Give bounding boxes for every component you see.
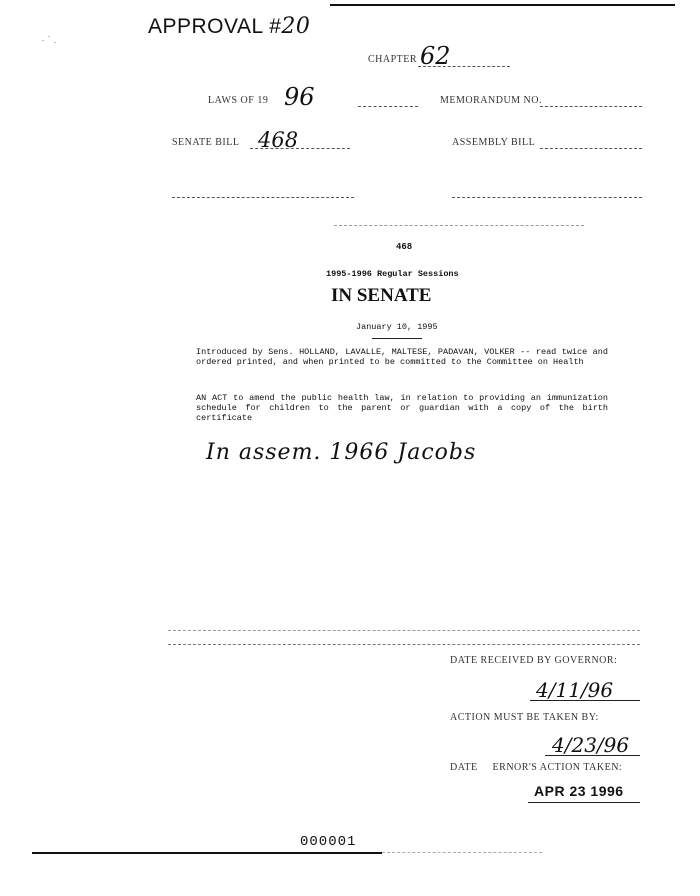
- approval-number: 20: [281, 14, 311, 39]
- chapter-value: 62: [420, 42, 451, 70]
- introduced-paragraph: Introduced by Sens. HOLLAND, LAVALLE, MALTESE, PADAVAN, VOLKER -- read twice and ordered printed, and when printed to be committed to the Committee on Health: [196, 347, 608, 367]
- senate-bill-label: SENATE BILL: [172, 137, 240, 148]
- action-taken-line: [528, 802, 640, 803]
- laws-label: LAWS OF 19: [208, 95, 269, 106]
- top-rule: [330, 4, 675, 6]
- chamber-title: IN SENATE: [331, 285, 432, 306]
- bill-date: January 10, 1995: [356, 322, 438, 332]
- chapter-label: CHAPTER: [368, 54, 418, 65]
- action-taken-stamp: APR 23 1996: [534, 783, 624, 799]
- assembly-bill-line: [540, 148, 642, 149]
- assembly-bill-label: ASSEMBLY BILL: [452, 137, 536, 148]
- blank-line-right: [452, 197, 642, 198]
- action-taken-label: DATE ERNOR'S ACTION TAKEN:: [450, 762, 623, 773]
- action-by-line: [545, 755, 640, 756]
- laws-line: [358, 106, 418, 107]
- approval-header: [148, 14, 310, 39]
- blank-line-left: [172, 197, 354, 198]
- lower-rule-2: [168, 644, 640, 645]
- chapter-line: [418, 66, 510, 67]
- bottom-rule-faint: [382, 852, 542, 853]
- bill-number: 468: [396, 242, 413, 252]
- action-by-value: 4/23/96: [552, 733, 630, 757]
- senate-bill-line: [250, 148, 350, 149]
- received-label: DATE RECEIVED BY GOVERNOR:: [450, 655, 618, 666]
- act-paragraph: AN ACT to amend the public health law, in relation to providing an immunization schedule for children to the parent or guardian with a copy of the birth certificate: [196, 393, 608, 423]
- memorandum-label: MEMORANDUM NO.: [440, 95, 543, 106]
- scan-speck: [48, 36, 50, 37]
- action-by-label: ACTION MUST BE TAKEN BY:: [450, 712, 599, 723]
- bottom-rule: [32, 852, 382, 854]
- page-number: 000001: [300, 834, 357, 850]
- laws-year: 96: [284, 83, 315, 111]
- session-text: 1995-1996 Regular Sessions: [326, 269, 459, 279]
- received-line: [530, 700, 640, 701]
- handwritten-note: In assem. 1966 Jacobs: [206, 440, 477, 465]
- lower-rule-1: [168, 630, 640, 631]
- approval-label: APPROVAL #: [148, 15, 282, 38]
- date-rule: [372, 338, 422, 339]
- scan-speck: [54, 42, 56, 43]
- scan-speck: [42, 40, 44, 41]
- received-value: 4/11/96: [536, 678, 614, 702]
- senate-bill-value: 468: [258, 128, 299, 152]
- bill-top-rule: [334, 225, 584, 226]
- memorandum-line: [540, 106, 642, 107]
